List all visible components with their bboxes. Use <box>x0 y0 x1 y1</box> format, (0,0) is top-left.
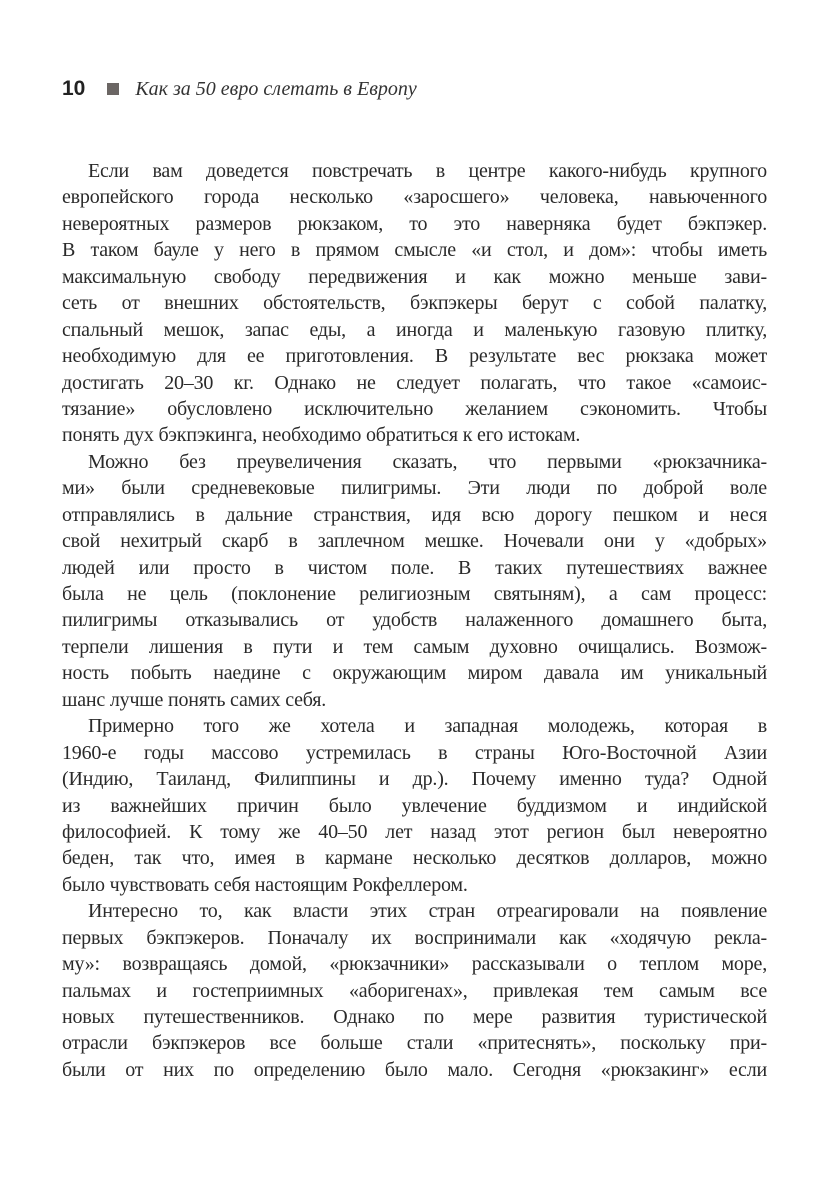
text-line: было чувствовать себя настоящим Рокфеллером. <box>62 873 468 896</box>
page-number: 10 <box>62 77 86 100</box>
text-line: шанс лучше понять самих себя. <box>62 688 327 711</box>
text-line: Можно без преувеличения сказать, что первыми «рюкзачника- <box>88 450 767 473</box>
text-line: 1960-е годы массово устремилась в страны Юго-Восточной Азии <box>62 741 767 764</box>
text-line: были от них по определению было мало. Сегодня «рюкзакинг» если <box>62 1058 767 1081</box>
text-line: пальмах и гостеприимных «аборигенах», привлекая тем самым все <box>62 979 767 1002</box>
text-line: невероятных размеров рюкзаком, то это наверняка будет бэкпэкер. <box>62 212 767 235</box>
text-line: сеть от внешних обстоятельств, бэкпэкеры берут с собой палатку, <box>62 292 767 315</box>
text-line: пилигримы отказывались от удобств налаженного домашнего быта, <box>62 609 767 632</box>
text-line: новых путешественников. Однако по мере развития туристической <box>62 1006 767 1028</box>
text-line: максимальную свободу передвижения и как можно меньше зави- <box>62 265 767 288</box>
text-line: (Индию, Таиланд, Филиппины и др.). Почему именно туда? Одной <box>62 768 767 791</box>
running-header <box>62 74 417 104</box>
text-line: отрасли бэкпэкеров все больше стали «притеснять», поскольку при- <box>62 1032 767 1055</box>
body-text <box>62 158 767 1083</box>
text-line: тязание» обусловлено исключительно желанием сэкономить. Чтобы <box>62 397 767 420</box>
text-line: необходимую для ее приготовления. В результате вес рюкзака может <box>62 345 767 368</box>
text-line: свой нехитрый скарб в заплечном мешке. Ночевали они у «добрых» <box>62 530 767 553</box>
text-line: отправлялись в дальние странствия, идя всю дорогу пешком и неся <box>62 503 767 526</box>
square-bullet-icon <box>107 83 119 95</box>
text-line: первых бэкпэкеров. Поначалу их воспринимали как «ходячую рекла- <box>62 926 767 949</box>
text-line: ность побыть наедине с окружающим миром давала им уникальный <box>62 662 767 685</box>
text-line: беден, так что, имея в кармане несколько десятков долларов, можно <box>62 847 767 870</box>
text-line: европейского города несколько «заросшего» человека, навьюченного <box>62 186 767 209</box>
text-line: спальный мешок, запас еды, а иногда и маленькую газовую плитку, <box>62 318 767 341</box>
text-line: философией. К тому же 40–50 лет назад этот регион был невероятно <box>62 820 767 843</box>
text-line: Интересно то, как власти этих стран отреагировали на появление <box>88 900 767 923</box>
text-line: му»: возвращаясь домой, «рюкзачники» рассказывали о теплом море, <box>62 953 767 976</box>
text-line: Примерно того же хотела и западная молодежь, которая в <box>88 715 767 738</box>
text-line: людей или просто в чистом поле. В таких путешествиях важнее <box>62 556 767 579</box>
text-line: терпели лишения в пути и тем самым духовно очищались. Возмож- <box>62 635 767 658</box>
text-line: Если вам доведется повстречать в центре какого-нибудь крупного <box>88 160 767 182</box>
text-line: понять дух бэкпэкинга, необходимо обратиться к его истокам. <box>62 424 581 447</box>
text-line: достигать 20–30 кг. Однако не следует полагать, что такое «самоис- <box>62 371 767 394</box>
text-line: ми» были средневековые пилигримы. Эти люди по доброй воле <box>62 477 767 500</box>
running-title: Как за 50 евро слетать в Европу <box>135 77 417 100</box>
text-line: была не цель (поклонение религиозным святыням), а сам процесс: <box>62 583 767 605</box>
text-line: из важнейших причин было увлечение буддизмом и индийской <box>62 794 767 817</box>
text-line: В таком бауле у него в прямом смысле «и стол, и дом»: чтобы иметь <box>62 239 767 262</box>
